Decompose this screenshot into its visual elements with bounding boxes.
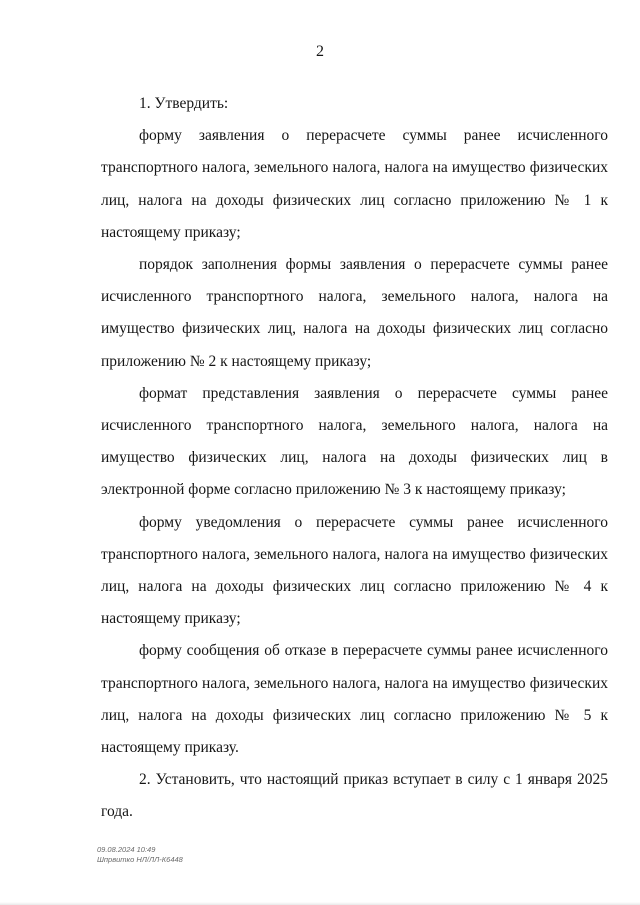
paragraph-approve-heading: 1. Утвердить: <box>139 95 229 112</box>
page-number: 2 <box>316 43 324 60</box>
paragraph-notification-form: форму уведомления о перерасчете суммы ранее исчисленного транспортного налога, земельного налога, налога на имущество физических лиц, налога на доходы физических лиц согласно приложению № 4 к настоящему приказу; <box>101 513 608 628</box>
footer-timestamp: 09.08.2024 10:49 <box>97 845 156 854</box>
paragraph-filling-procedure: порядок заполнения формы заявления о перерасчете суммы ранее исчисленного транспортного налога, земельного налога, налога на имущество физических лиц, налога на доходы физических лиц согласно приложению № 2 к настоящему приказу; <box>101 256 608 370</box>
footer-stamp <box>97 845 183 865</box>
paragraph-application-form: форму заявления о перерасчете суммы ранее исчисленного транспортного налога, земельного налога, налога на имущество физических лиц, налога на доходы физических лиц согласно приложению № 1 к настоящему приказу; <box>101 127 608 241</box>
paragraph-effective-date: 2. Установить, что настоящий приказ вступает в силу с 1 января 2025 года. <box>101 771 608 821</box>
document-body <box>101 88 608 829</box>
paragraph-electronic-format: формат представления заявления о перерасчете суммы ранее исчисленного транспортного налога, земельного налога, налога на имущество физических лиц, налога на доходы физических лиц в электронной форме согласно приложению № 3 к настоящему приказу; <box>101 384 608 499</box>
paragraph-refusal-form: форму сообщения об отказе в перерасчете суммы ранее исчисленного транспортного налога, земельного налога, налога на имущество физических лиц, налога на доходы физических лиц согласно приложению № 5 к настоящему приказу. <box>101 642 608 757</box>
footer-reference: Шпрвитко НЛ/ЛЛ-К6448 <box>97 855 183 864</box>
